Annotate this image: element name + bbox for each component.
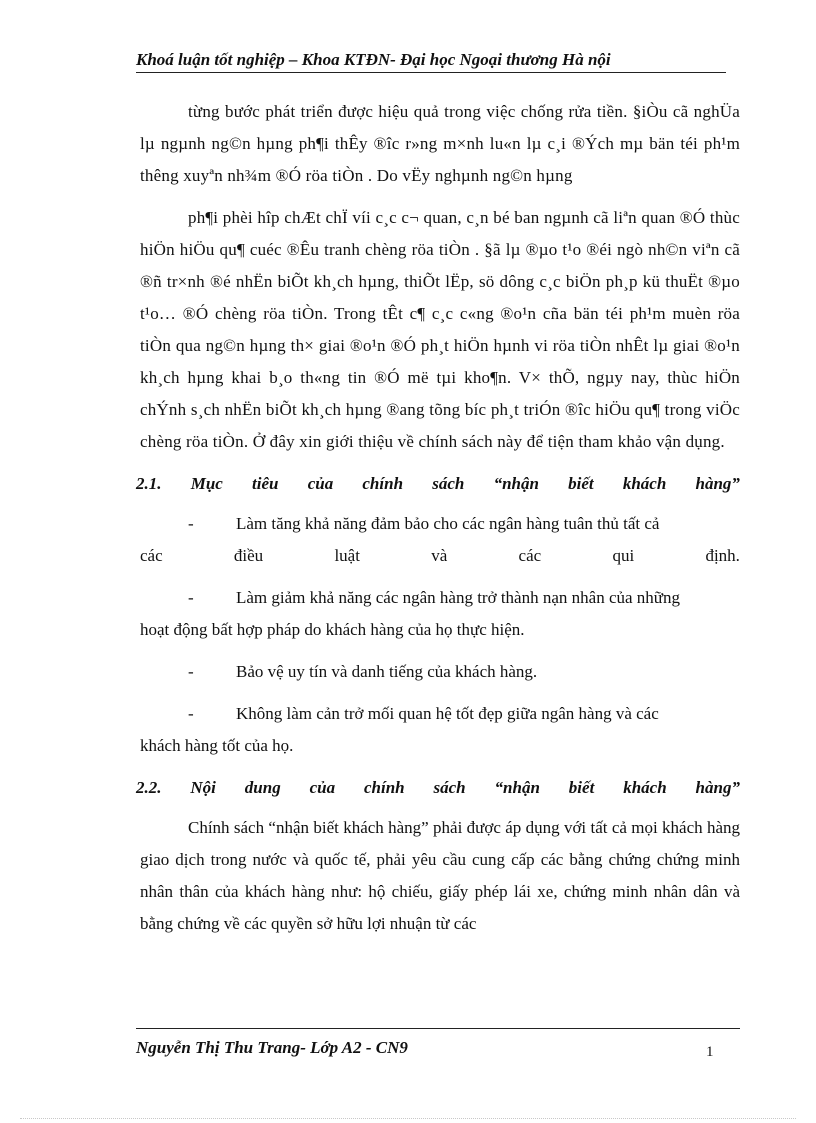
heading-word: Nội (190, 778, 216, 797)
page-number: 1 (706, 1044, 714, 1060)
page-body (136, 96, 740, 950)
list-item (140, 656, 740, 688)
heading-word: Mục (190, 474, 223, 493)
continuation-word: định. (705, 546, 740, 565)
page-boundary-divider (20, 1118, 796, 1119)
heading-word: biết (568, 778, 595, 797)
heading-word: tiêu (252, 474, 279, 493)
continuation-word: qui (612, 546, 635, 565)
bullet-text: Không làm cản trở mối quan hệ tốt đẹp giữa ngân hàng và các (236, 704, 659, 723)
continuation-word: các (518, 546, 542, 565)
bullet-dash: - (188, 514, 194, 533)
bullet-dash: - (188, 588, 194, 607)
heading-word: “nhận (493, 474, 539, 493)
heading-word: “nhận (494, 778, 540, 797)
bullet-continuation: khách hàng tốt của họ. (140, 736, 294, 755)
bullet-text: Làm giảm khả năng các ngân hàng trở thành nạn nhân của những (236, 588, 681, 607)
bullet-continuation: hoạt động bất hợp pháp do khách hàng của họ thực hiện. (140, 620, 525, 639)
heading-word: của (309, 778, 336, 797)
list-item (140, 582, 740, 614)
section-2-1-heading (136, 468, 740, 500)
heading-word: chính (363, 778, 405, 797)
heading-word: khách (623, 778, 667, 797)
paragraph-2: ph¶i phèi hîp chÆt chÏ víi c¸c c¬ quan, c¸n bé ban ngµnh cã liªn quan ®Ó thùc hiÖn hiÖu qu¶ cuéc ®Êu tranh chèng röa tiÒn . §ã lµ ®µo t¹o ®éi ngò nh©n viªn cã ®ñ tr×nh ®é nhËn biÕt kh¸ch hµng, thiÕt lËp, sö dông c¸c biÖn ph¸p kü thuËt ®µo t¹o… ®Ó chèng röa tiÒn. Trong tÊt c¶ c¸c c«ng ®o¹n cña bän téi ph¹m muèn röa tiÒn qua ng©n hµng th× giai ®o¹n ®Ó ph¸t hiÖn hµnh vi röa tiÒn nhÊt lµ giai ®o¹n kh¸ch hµng khai b¸o th«ng tin ®Ó më tµi kho¶n. V× thÕ, ngµy nay, thùc hiÖn chÝnh s¸ch nhËn biÕt kh¸ch hµng ®ang tõng bíc ph¸t triÓn ®îc hiÖu qu¶ trong viÖc chèng röa tiÒn. Ở đây xin giới thiệu về chính sách này để tiện tham khảo vận dụng. (140, 208, 740, 451)
heading-word: hàng” (695, 474, 740, 493)
heading-word: dung (244, 778, 281, 797)
bullet-dash: - (188, 662, 194, 681)
heading-word: 2.2. (136, 778, 162, 797)
footer-author: Nguyễn Thị Thu Trang- Lớp A2 - CN9 (136, 1038, 408, 1057)
bullet-dash: - (188, 704, 194, 723)
bullet-text: Làm tăng khả năng đảm bảo cho các ngân hàng tuân thủ tất cả (236, 514, 660, 533)
continuation-word: các (140, 546, 163, 565)
paragraph-3: Chính sách “nhận biết khách hàng” phải được áp dụng với tất cả mọi khách hàng giao dịch trong nước và quốc tế, phải yêu cầu cung cấp các bằng chứng chứng minh nhân thân của khách hàng như: hộ chiếu, giấy phép lái xe, chứng minh nhân dân và bằng chứng về các quyền sở hữu lợi nhuận từ các (140, 818, 740, 933)
heading-word: chính (362, 474, 404, 493)
list-item (140, 508, 740, 540)
bullet-text: Bảo vệ uy tín và danh tiếng của khách hàng. (236, 662, 538, 681)
section-2-2-heading (136, 772, 740, 804)
paragraph-1: từng bước phát triển được hiệu quả trong việc chống rửa tiền. §iÒu cã nghÜa lµ ngµnh ng©n hµng ph¶i thÊy ®îc r»ng m×nh lu«n lµ c¸i ®Ých mµ bän téi ph¹m thêng xuyªn nh¾m ®Ó röa tiÒn . Do vËy nghµnh ng©n hµng (140, 102, 740, 185)
bullet-continuation (140, 540, 740, 572)
continuation-word: điều (233, 546, 264, 565)
continuation-word: luật (334, 546, 360, 565)
continuation-word: và (431, 546, 448, 565)
header-title: Khoá luận tốt nghiệp – Khoa KTĐN- Đại học Ngoại thương Hà nội (136, 50, 611, 69)
heading-word: sách (432, 474, 465, 493)
heading-word: sách (433, 778, 466, 797)
page-header (136, 50, 726, 73)
heading-word: của (307, 474, 334, 493)
heading-word: 2.1. (136, 474, 162, 493)
list-item (140, 698, 740, 730)
heading-word: hàng” (695, 778, 740, 797)
heading-word: khách (622, 474, 667, 493)
heading-word: biết (568, 474, 594, 493)
footer-divider (136, 1028, 740, 1029)
